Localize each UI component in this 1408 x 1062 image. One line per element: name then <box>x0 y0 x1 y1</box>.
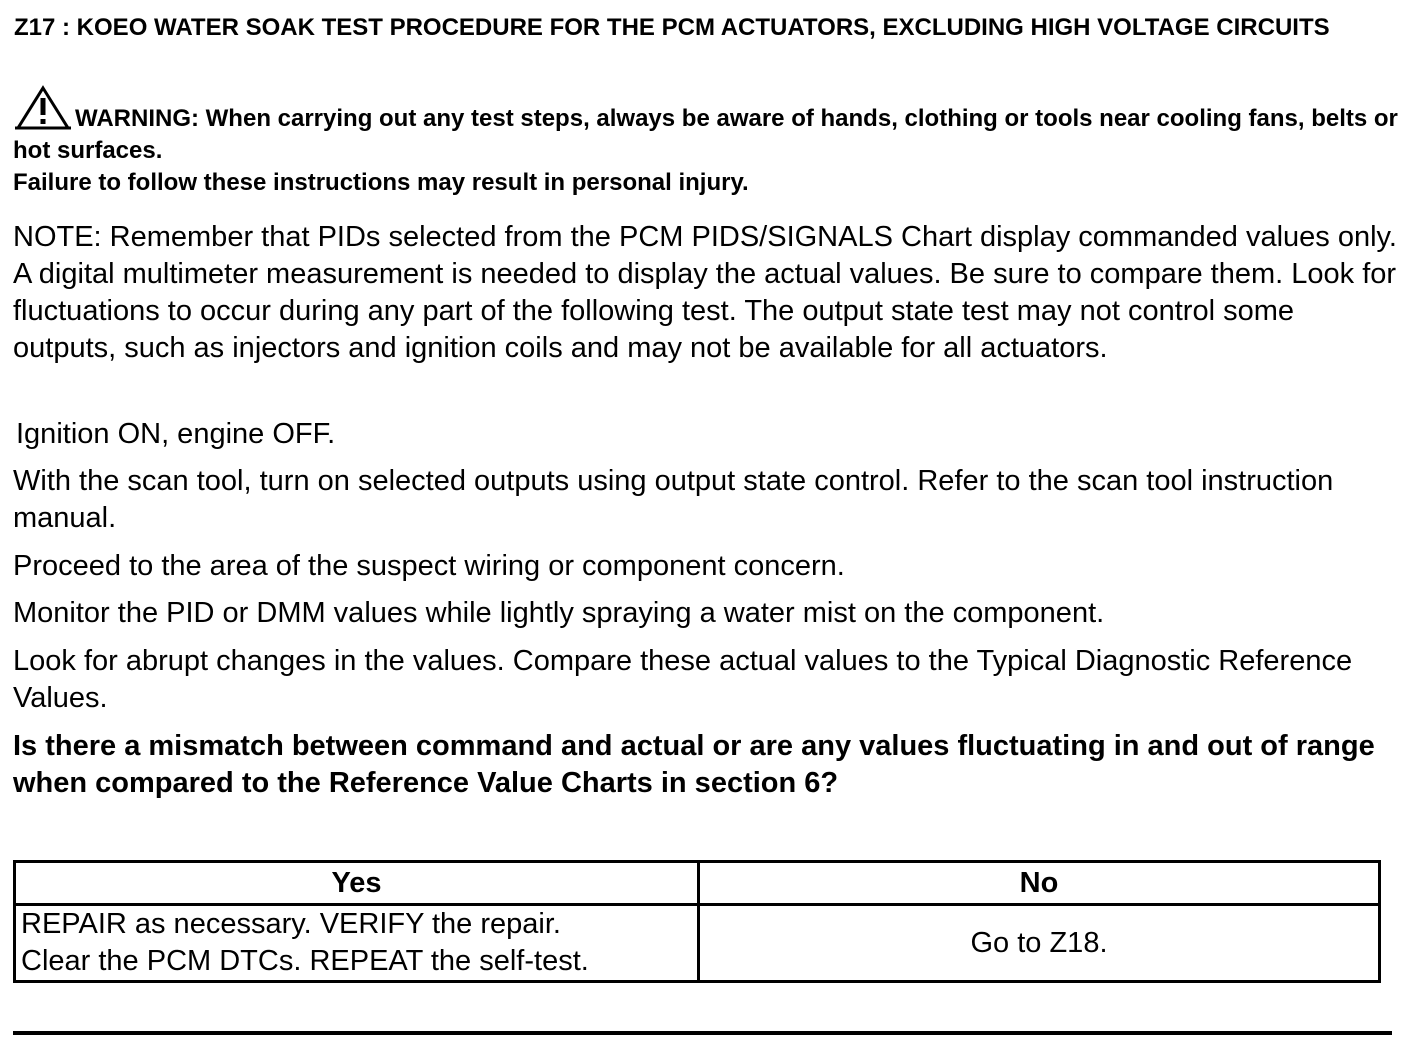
step-1: Ignition ON, engine OFF. <box>16 418 336 450</box>
warning-block <box>13 84 1398 199</box>
no-header: No <box>699 862 1380 905</box>
page-title: Z17 : KOEO WATER SOAK TEST PROCEDURE FOR THE PCM ACTUATORS, EXCLUDING HIGH VOLTAGE CIRCUITS <box>14 14 1330 41</box>
yes-action-line-1: REPAIR as necessary. VERIFY the repair. <box>21 908 561 940</box>
step-4: Monitor the PID or DMM values while lightly spraying a water mist on the component. <box>13 597 1105 629</box>
step-5: Look for abrupt changes in the values. Compare these actual values to the Typical Diagnostic Reference Values. <box>13 645 1353 714</box>
yes-action-cell <box>15 905 699 982</box>
decision-question: Is there a mismatch between command and actual or are any values fluctuating in and out of range when compared to the Reference Value Charts in section 6? <box>13 730 1375 799</box>
yes-action-line-2: Clear the PCM DTCs. REPEAT the self-test. <box>21 945 589 977</box>
step-3: Proceed to the area of the suspect wiring or component concern. <box>13 550 845 582</box>
table-row <box>15 905 1380 982</box>
bottom-divider <box>13 1031 1392 1035</box>
decision-table <box>13 860 1381 983</box>
note-paragraph: NOTE: Remember that PIDs selected from the PCM PIDS/SIGNALS Chart display commanded values only. A digital multimeter measurement is needed to display the actual values. Be sure to compare them. Look for fluctuations to occur during any part of the following test. The output state test may not control some outputs, such as injectors and ignition coils and may not be available for all actuators. <box>13 221 1397 364</box>
table-header-row <box>15 862 1380 905</box>
warning-consequence: Failure to follow these instructions may result in personal injury. <box>13 169 749 196</box>
no-action-cell: Go to Z18. <box>699 905 1380 982</box>
warning-triangle-icon <box>13 84 73 132</box>
yes-header: Yes <box>15 862 699 905</box>
warning-text: WARNING: When carrying out any test steps, always be aware of hands, clothing or tools near cooling fans, belts or hot surfaces. <box>13 105 1398 164</box>
step-2: With the scan tool, turn on selected outputs using output state control. Refer to the scan tool instruction manual. <box>13 465 1334 534</box>
